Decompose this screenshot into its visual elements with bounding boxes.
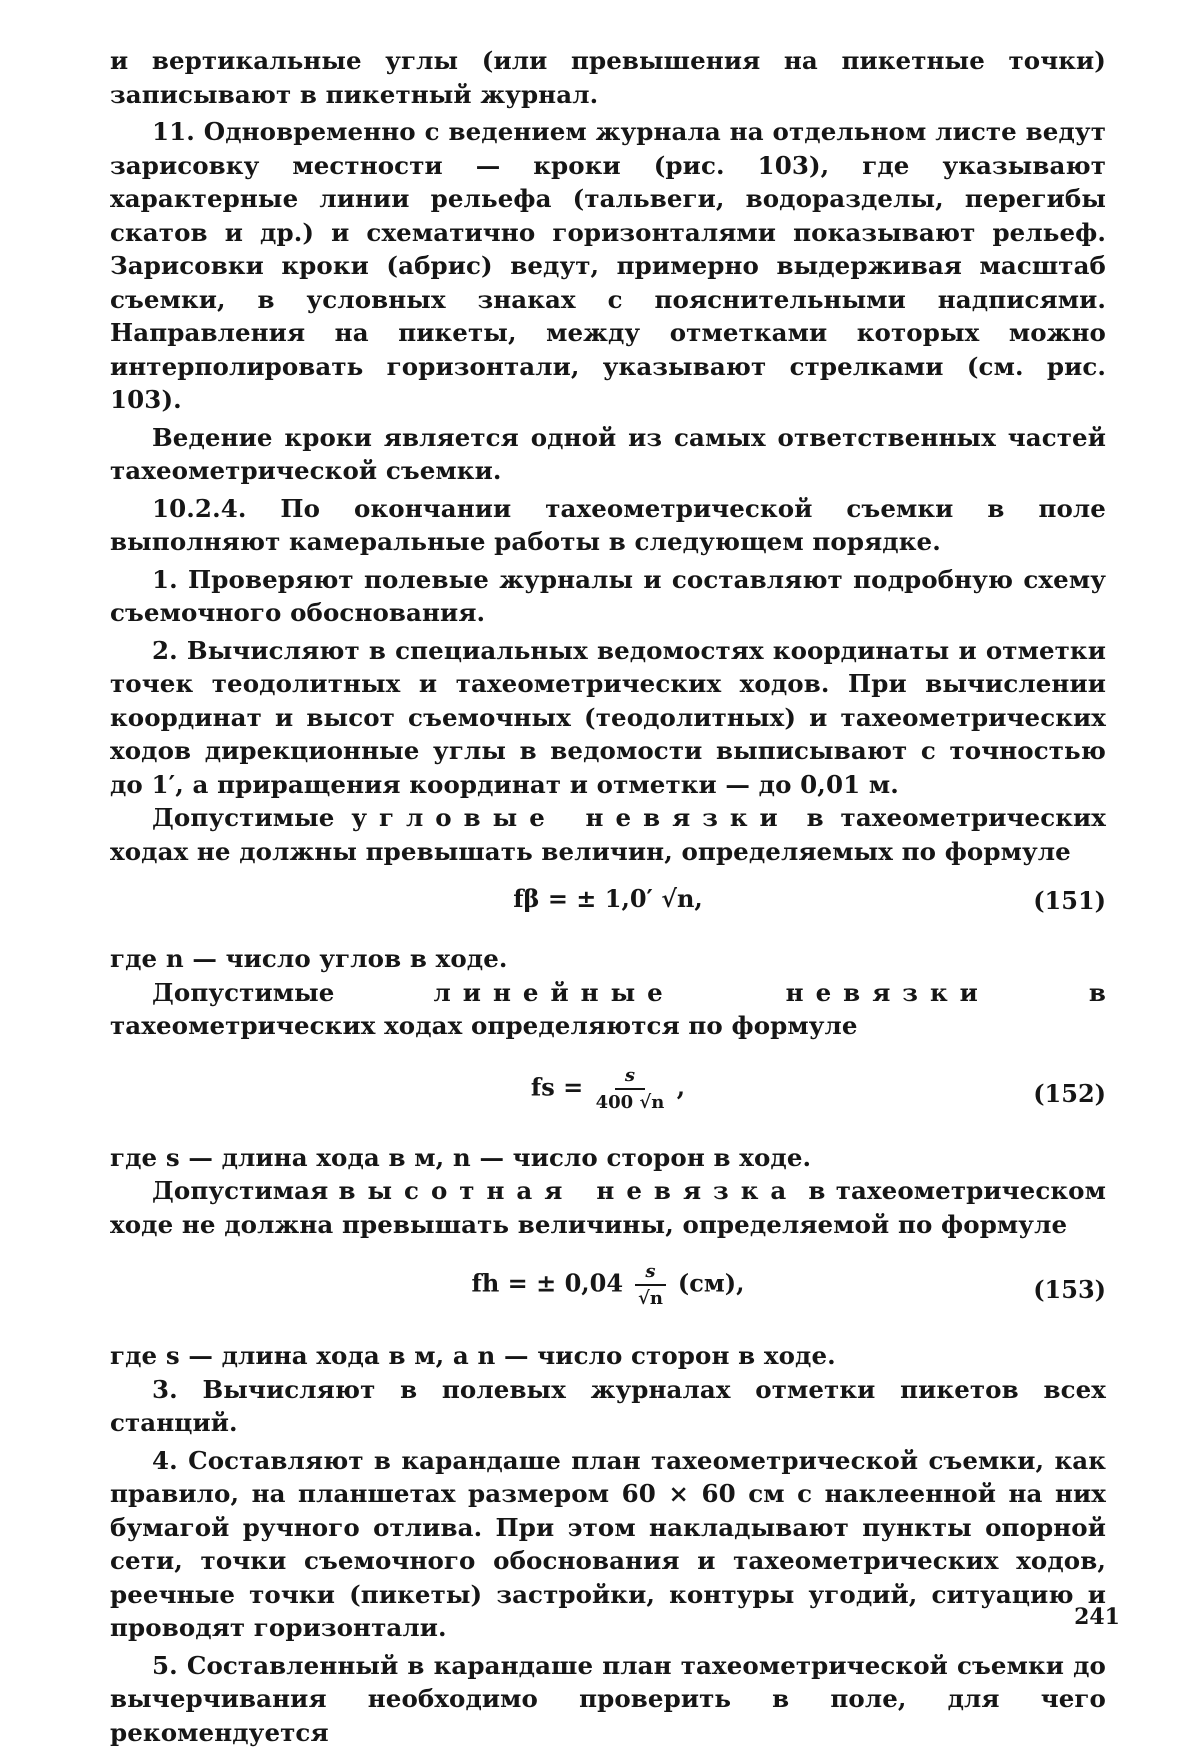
formula-152 [110, 1043, 1106, 1141]
formula-153-number: (153) [1033, 1275, 1106, 1304]
formula-152-lhs: fs = [531, 1072, 583, 1101]
formula-151 [110, 868, 1106, 942]
page-body [110, 44, 1106, 1749]
paragraph-step-5: 5. Составленный в карандаше план тахеометрической съемки до вычерчивания необходимо проверить в поле, для чего рекомендуется [110, 1649, 1106, 1749]
angular-pre-text: Допустимые [152, 803, 334, 832]
paragraph-section-10-2-4: 10.2.4. По окончании тахеометрической съемки в поле выполняют камеральные работы в следующем порядке. [110, 492, 1106, 559]
formula-151-number: (151) [1033, 886, 1106, 915]
paragraph-item-11: 11. Одновременно с ведением журнала на отдельном листе ведут зарисовку местности — кроки (рис. 103), где указывают характерные линии рельефа (тальвеги, водоразделы, перегибы скатов и др.) и схематично горизонталями показывают рельеф. Зарисовки кроки (абрис) ведут, примерно выдерживая масштаб съемки, в условных знаках с пояснительными надписями. Направления на пикеты, между отметками которых можно интерполировать горизонтали, указывают стрелками (см. рис. 103). [110, 115, 1106, 417]
angular-spaced-term: угловые невязки [351, 803, 789, 832]
paragraph-continuation: и вертикальные углы (или превышения на пикетные точки) записывают в пикетный журнал. [110, 44, 1106, 111]
paragraph-step-4: 4. Составляют в карандаше план тахеометрической съемки, как правило, на планшетах размером 60 × 60 см с наклеенной на них бумагой ручного отлива. При этом накладывают пункты опорной сети, точки съемочного обоснования и тахеометрических ходов, реечные точки (пикеты) застройки, контуры угодий, ситуацию и проводят горизонтали. [110, 1444, 1106, 1645]
paragraph-s-length-2: где s — длина хода в м, а n — число сторон в ходе. [110, 1339, 1106, 1373]
formula-151-expression: fβ = ± 1,0′ √n, [110, 884, 1106, 913]
formula-152-tail: , [677, 1072, 685, 1101]
formula-152-expression [110, 1065, 1106, 1113]
linear-post-text: в тахеометрических ходах определяются по формуле [110, 978, 1106, 1041]
formula-152-numerator: s [615, 1065, 645, 1090]
formula-153-lhs: fh = ± 0,04 [472, 1269, 624, 1298]
height-pre-text: Допустимая [152, 1176, 328, 1205]
formula-153 [110, 1241, 1106, 1339]
formula-153-numerator: s [635, 1261, 665, 1286]
linear-pre-text: Допустимые [152, 978, 334, 1007]
paragraph-step-2: 2. Вычисляют в специальных ведомостях координаты и отметки точек теодолитных и тахеометрических ходов. При вычислении координат и высот съемочных (теодолитных) и тахеометрических ходов дирекционные углы в ведомости выписывают с точностью до 1′, а приращения координат и отметки — до 0,01 м. [110, 634, 1106, 802]
formula-153-tail: (см), [678, 1269, 745, 1298]
angular-post-text: в тахеометрических ходах не должны превышать величин, определяемых по формуле [110, 803, 1106, 866]
paragraph-kroki: Ведение кроки является одной из самых ответственных частей тахеометрической съемки. [110, 421, 1106, 488]
paragraph-angular-misclosure [110, 801, 1106, 868]
formula-153-expression [110, 1261, 1106, 1309]
page-number: 241 [1074, 1604, 1120, 1630]
paragraph-height-misclosure [110, 1174, 1106, 1241]
paragraph-step-1: 1. Проверяют полевые журналы и составляют подробную схему съемочного обоснования. [110, 563, 1106, 630]
formula-152-fraction [596, 1065, 665, 1113]
height-spaced-term: высотная невязка [338, 1176, 798, 1205]
paragraph-n-angles: где n — число углов в ходе. [110, 942, 1106, 976]
formula-153-fraction [635, 1261, 665, 1309]
height-post-text: в тахеометрическом ходе не должна превышать величины, определяемой по формуле [110, 1176, 1106, 1239]
formula-152-denominator: 400 √n [596, 1090, 665, 1113]
formula-153-denominator: √n [638, 1286, 663, 1309]
paragraph-linear-misclosure [110, 976, 1106, 1043]
linear-spaced-term: линейные невязки [434, 978, 990, 1007]
formula-152-number: (152) [1033, 1079, 1106, 1108]
paragraph-step-3: 3. Вычисляют в полевых журналах отметки пикетов всех станций. [110, 1373, 1106, 1440]
paragraph-s-length: где s — длина хода в м, n — число сторон в ходе. [110, 1141, 1106, 1175]
